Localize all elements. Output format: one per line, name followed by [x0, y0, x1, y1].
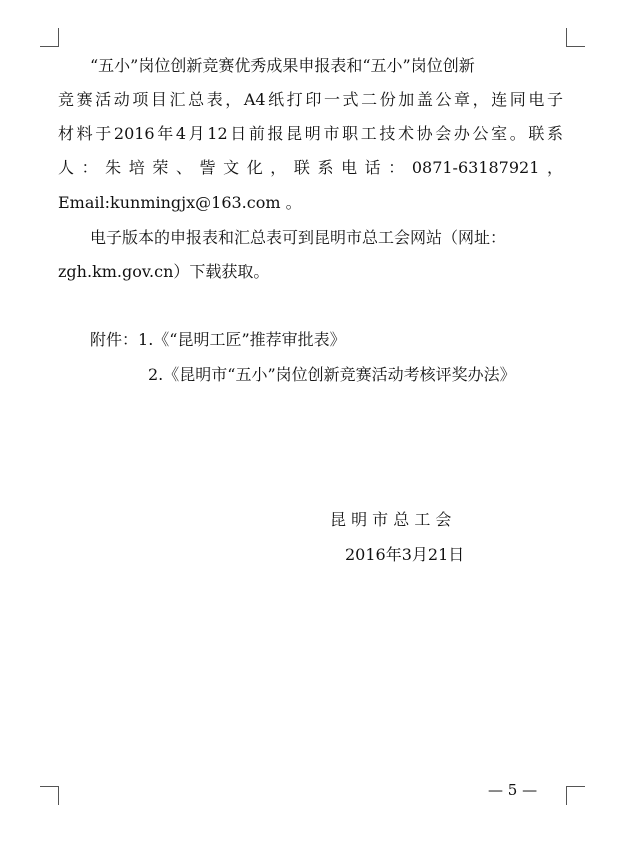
paragraph1-line-5: Email:kunmingjx@163.com 。	[58, 193, 302, 212]
attachments-first-line	[90, 330, 346, 350]
crop-mark-bottom-left	[40, 786, 59, 805]
signature-date: 2016年3月21日	[345, 545, 465, 564]
paragraph1-line-4: 人：朱培荣、訾文化，联系电话：0871-63187921，	[58, 158, 563, 177]
paragraph2-line-2: zgh.km.gov.cn）下载获取。	[58, 262, 270, 281]
crop-mark-top-right	[566, 28, 585, 47]
paragraph1-line-1: “五小”岗位创新竞赛优秀成果申报表和“五小”岗位创新	[90, 56, 475, 75]
signature-organization: 昆 明 市 总 工 会	[330, 510, 452, 529]
crop-mark-top-left	[40, 28, 59, 47]
page-number: — 5 —	[488, 781, 538, 799]
attachments-label: 附件：	[90, 330, 139, 349]
attachment-item-1: 1.《“昆明工匠”推荐审批表》	[138, 330, 346, 349]
paragraph2-line-1: 电子版本的申报表和汇总表可到昆明市总工会网站（网址：	[90, 228, 507, 247]
paragraph1-line-3: 材料于2016年4月12日前报昆明市职工技术协会办公室。联系	[58, 124, 563, 143]
crop-mark-bottom-right	[566, 786, 585, 805]
paragraph1-line-2: 竞赛活动项目汇总表，A4纸打印一式二份加盖公章，连同电子	[58, 90, 563, 109]
attachment-item-2: 2.《昆明市“五小”岗位创新竞赛活动考核评奖办法》	[148, 365, 516, 384]
